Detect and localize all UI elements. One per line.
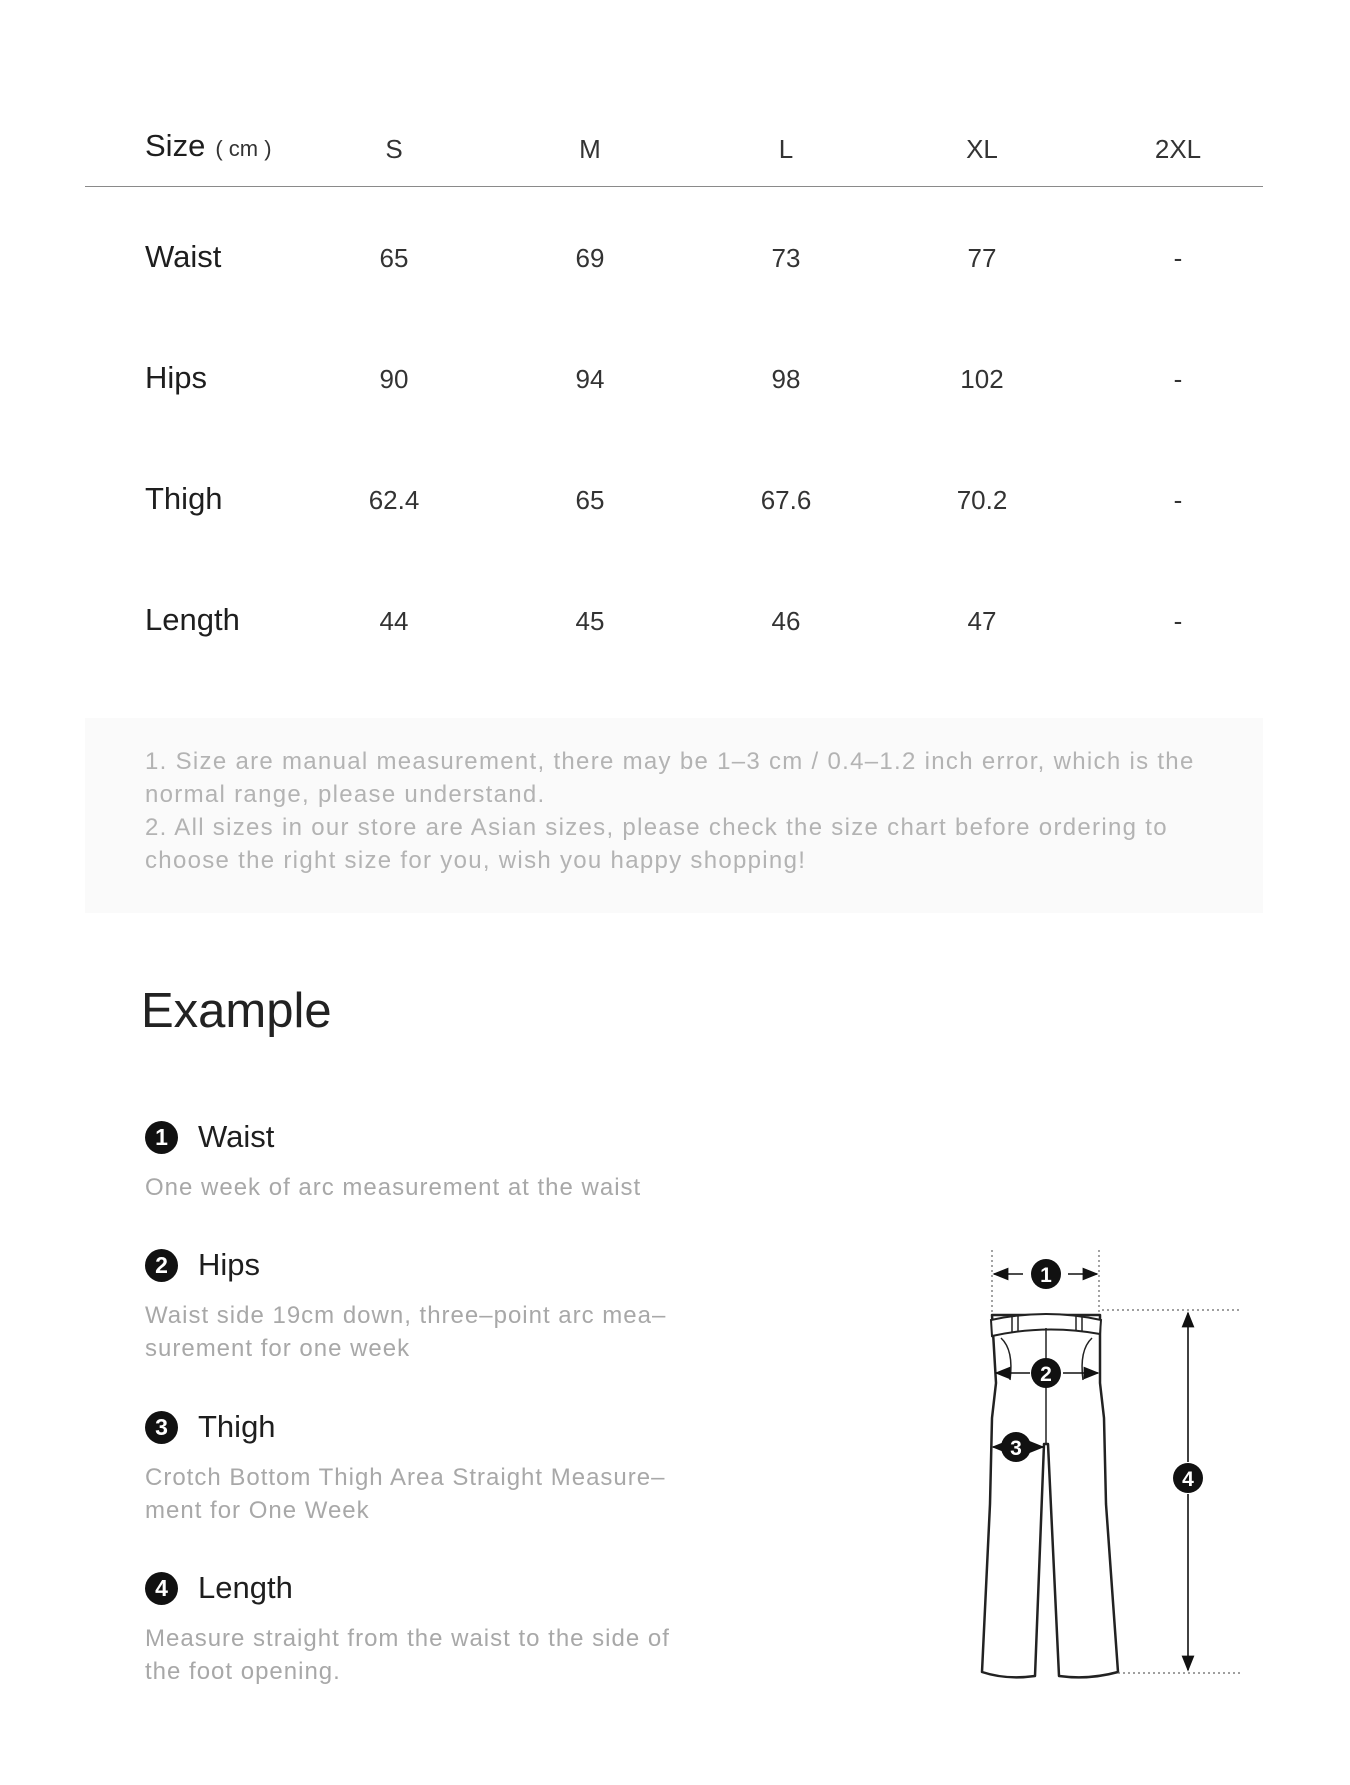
table-cell: 44 — [379, 606, 409, 636]
table-cell: 65 — [575, 485, 605, 515]
measure-item-hips — [145, 1245, 705, 1365]
table-row-length — [85, 550, 1263, 671]
table-row-waist — [85, 187, 1263, 308]
note-2: 2. All sizes in our store are Asian sizes, please check the size chart before ordering to choose the right size for you, wish you happy shopping! — [145, 814, 1168, 874]
marker-2-icon — [1031, 1358, 1061, 1388]
number-3-icon: 3 — [145, 1411, 178, 1444]
table-cell: 90 — [379, 364, 409, 394]
size-col-header: M — [579, 134, 601, 164]
size-label: Size — [145, 128, 206, 163]
number-4-icon: 4 — [145, 1572, 178, 1605]
table-cell: - — [1173, 606, 1183, 636]
table-cell: 69 — [575, 243, 605, 273]
marker-1-icon — [1031, 1259, 1061, 1289]
marker-3-icon — [1001, 1432, 1031, 1462]
table-cell: - — [1173, 243, 1183, 273]
svg-text:3: 3 — [1010, 1437, 1022, 1460]
unit-label: ( cm ) — [215, 136, 272, 161]
measure-item-thigh — [145, 1407, 705, 1527]
measure-item-waist — [145, 1117, 705, 1204]
measure-title: Waist — [198, 1119, 275, 1154]
size-col-header: 2XL — [1154, 134, 1202, 164]
table-cell: 102 — [960, 364, 1004, 394]
table-cell: 73 — [771, 243, 801, 273]
table-cell: 70.2 — [956, 485, 1008, 515]
size-col-header: XL — [966, 134, 998, 164]
size-col-header: S — [385, 134, 403, 164]
measure-description: Crotch Bottom Thigh Area Straight Measure– ment for One Week — [145, 1464, 666, 1524]
row-label: Waist — [145, 239, 222, 274]
table-cell: 45 — [575, 606, 605, 636]
pants-diagram — [940, 1240, 1240, 1690]
measure-description: One week of arc measurement at the waist — [145, 1174, 642, 1201]
measure-description: Measure straight from the waist to the side of the foot opening. — [145, 1625, 670, 1685]
table-cell: - — [1173, 364, 1183, 394]
marker-4-icon — [1173, 1463, 1203, 1493]
size-table — [85, 110, 1263, 671]
table-cell: 65 — [379, 243, 409, 273]
number-2-icon: 2 — [145, 1249, 178, 1282]
measure-title: Thigh — [198, 1409, 276, 1444]
size-header-label — [145, 128, 272, 164]
row-label: Thigh — [145, 481, 223, 516]
example-title: Example — [141, 984, 332, 1038]
size-col-header: L — [778, 134, 794, 164]
table-cell: 94 — [575, 364, 605, 394]
table-cell: - — [1173, 485, 1183, 515]
row-label: Length — [145, 602, 240, 637]
table-row-thigh — [85, 429, 1263, 550]
row-label: Hips — [145, 360, 208, 395]
measure-item-length — [145, 1568, 705, 1688]
notes-box — [85, 718, 1263, 913]
svg-text:2: 2 — [1040, 1363, 1052, 1386]
svg-text:1: 1 — [1040, 1264, 1052, 1287]
number-1-icon: 1 — [145, 1121, 178, 1154]
table-cell: 77 — [967, 243, 997, 273]
table-cell: 46 — [771, 606, 801, 636]
measure-title: Length — [198, 1570, 293, 1605]
table-cell: 47 — [967, 606, 997, 636]
measure-description: Waist side 19cm down, three–point arc mea– surement for one week — [145, 1302, 667, 1362]
table-cell: 67.6 — [760, 485, 812, 515]
table-cell: 98 — [771, 364, 801, 394]
svg-text:4: 4 — [1182, 1468, 1194, 1491]
table-cell: 62.4 — [368, 485, 420, 515]
note-1: 1. Size are manual measurement, there may be 1–3 cm / 0.4–1.2 inch error, which is the normal range, please understand. — [145, 748, 1195, 808]
table-row-hips — [85, 308, 1263, 429]
measure-title: Hips — [198, 1247, 261, 1282]
size-header-row — [85, 110, 1263, 187]
